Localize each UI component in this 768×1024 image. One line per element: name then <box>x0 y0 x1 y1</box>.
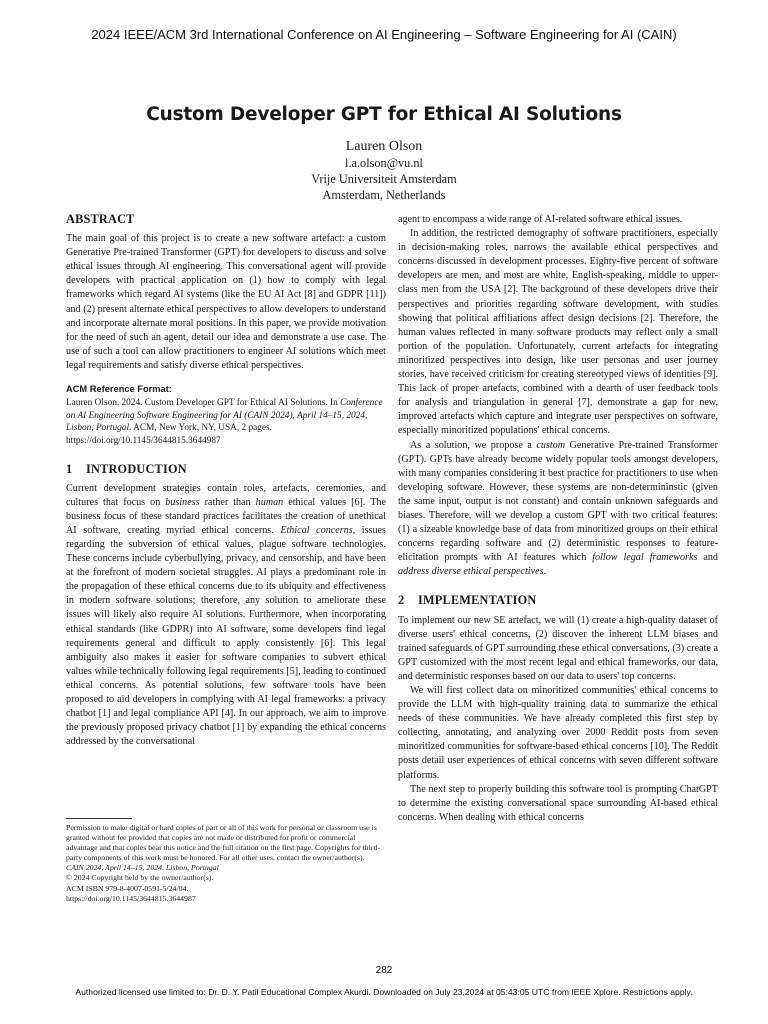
footnote-rule <box>66 818 132 819</box>
intro-paragraph-1: Current development strategies contain roles, artefacts, ceremonies, and cultures that focus on business rather than human ethical values [6]. The business focus of these standard practices facilitates the creation of unethical AI software, creating myriad ethical concerns. Ethical concerns, issues regarding the subversion of ethical values, plague software technologies. These concerns include cyberbullying, privacy, and censorship, and have been at the forefront of modern societal struggles. AI plays a predominant role in the propagation of these ethical concerns due to its ubiquity and effectiveness in modern software solutions; therefore, any solution to ameliorate these issues will likely also require AI solutions. Furthermore, when incorporating ethical standards (like GDPR) into AI software, some developers find legal requirements general and difficult to apply consistently [6]. This legal ambiguity also makes it easier for software companies to subvert ethical values while technically following legal requirements [5], leading to continued ethical concerns. As potential solutions, few software tools have been proposed to aid developers in complying with AI legal frameworks: a privacy chatbot [1] and legal compliance API [4]. In our approach, we aim to improve the previously proposed privacy chatbot [1] by expanding the ethical concerns addressed by the conversational <box>66 482 386 748</box>
footnote-permission: Permission to make digital or hard copies of part or all of this work for personal or classroom use is granted without fee provided that copies are not made or distributed for profit or commercial advantage and that copies bear this notice and the full citation on the first page. Copyrights for third-party components of this work must be honored. For all other uses, contact the owner/author(s). <box>66 823 380 863</box>
intro-heading: 1 INTRODUCTION <box>66 461 187 476</box>
acm-ref-venue: Conference on AI Engineering Software Engineering for AI (CAIN 2024), April 14–15, 2024, Lisbon, Portugal <box>66 398 383 434</box>
author-affiliation: Vrije Universiteit Amsterdam <box>311 172 457 186</box>
implementation-heading: 2 IMPLEMENTATION <box>398 593 537 608</box>
footnote-copyright: © 2024 Copyright held by the owner/author(s). <box>66 873 214 883</box>
acm-ref-heading: ACM Reference Format: <box>66 384 172 395</box>
left-column <box>66 212 386 749</box>
footnote-venue: CAIN 2024, April 14–15, 2024, Lisbon, Portugal <box>66 863 219 873</box>
intro-paragraph-2: In addition, the restricted demography of software practitioners, especially in decision-making roles, narrows the available ethical perspectives and concerns discussed in development processes. Eighty-five percent of software developers are men, and most are white, English-speaking, middle to upper-class men from the USA [2]. The background of these developers drive their perspectives and priorities regarding software development, with studies showing that political affiliations affect design decisions [2]. Therefore, the human values reflected in many software products may reflect only a small portion of the population. Unfortunately, current artefacts for integrating minoritized perspectives into design, like user personas and user journey stories, have received criticism for creating stereotyped views of identities [9]. This lack of proper artefacts, combined with a dearth of user feedback tools for analysis and triangulation in general [7], demonstrate a gap for new, improved artefacts which capture and integrate user perspectives on software, especially minoritized populations' ethical concerns. <box>398 228 718 437</box>
footnote-isbn: ACM ISBN 979-8-4007-0591-5/24/04. <box>66 883 189 893</box>
intro-paragraph-3: As a solution, we propose a custom Generative Pre-trained Transformer (GPT). GPTs have already become widely popular tools amongst developers, with many companies considering it best practice for practitioners to use when developing software. However, these systems are non-determininstic (given the same input, output is not constant) and contain unknown safeguards and biases. Therefore, will we develop a custom GPT with two critical features: (1) a sizeable knowledge base of data from minoritized groups on their ethical concerns regarding software and (2) deterministic responses to feature-elicitation prompts with AI features which follow legal frameworks and address diverse ethical perspectives. <box>398 439 718 578</box>
impl-paragraph-1: To implement our new SE artefact, we will (1) create a high-quality dataset of diverse users' ethical concerns, (2) discover the inherent LLM biases and trained safeguards of GPT surrounding these ethical conversations, (3) create a GPT customized with the most recent legal and ethical frameworks, our data, and deterministic responses based on our data to users' top concerns. <box>398 614 718 682</box>
acm-ref-text: Lauren Olson. 2024. Custom Developer GPT for Ethical AI Solutions. In Conference on AI Engineering Software Engineering for AI (CAIN 2024), April 14–15, 2024, Lisbon, Portugal. ACM, New York, NY, USA, 2 pages. https://doi.org/10.1145/3644815.3644987 <box>66 398 383 446</box>
title-block <box>0 104 768 203</box>
conference-header: 2024 IEEE/ACM 3rd International Conference on AI Engineering – Software Engineering for AI (CAIN) <box>91 27 677 42</box>
impl-paragraph-2: We will first collect data on minoritized communities' ethical concerns to provide the LLM with high-quality training data to summarize the ethical needs of these communities. We have already completed this first step by collecting, annotating, and analyzing over 2000 Reddit posts from seven minoritized communities for software-based ethical concerns [10]. The Reddit posts detail user experiences of ethical concerns with seven different software platforms. <box>398 685 718 781</box>
footnote <box>66 823 386 904</box>
abstract-text: The main goal of this project is to create a new software artefact: a custom Generative Pre-trained Transformer (GPT) for developers to discuss and solve ethical issues through AI engineering. This conversational agent will provide developers with practical application on (1) how to comply with legal frameworks which regard AI systems (like the EU AI Act [8] and GDPR [11]) and (2) present alternate ethical perspectives to allow developers to understand and incorporate alternate moral positions. In this paper, we provide motivation for the need of such an agent, detail our idea and demonstrate a use case. The use of such a tool can allow practitioners to engineer AI solutions which meet legal requirements and satisfy diverse ethical perspectives. <box>66 233 386 371</box>
author-location: Amsterdam, Netherlands <box>322 188 446 202</box>
intro-continued: agent to encompass a wide range of AI-related software ethical issues. <box>398 214 683 225</box>
abstract-heading: ABSTRACT <box>66 212 135 226</box>
author-email: l.a.olson@vu.nl <box>345 156 423 170</box>
right-column <box>398 213 718 825</box>
author-name: Lauren Olson <box>345 139 423 154</box>
footnote-doi[interactable]: https://doi.org/10.1145/3644815.3644987 <box>66 893 196 903</box>
impl-paragraph-3: The next step to properly building this software tool is prompting ChatGPT to determine the existing conversational space surrounding AI-based ethical concerns. When dealing with ethical concerns <box>398 783 718 823</box>
license-notice: Authorized licensed use limited to: Dr. D. Y. Patil Educational Complex Akurdi. Downloaded on July 23,2024 at 05:43:05 UTC from IEEE Xplore. Restrictions apply. <box>75 987 693 997</box>
paper-title: Custom Developer GPT for Ethical AI Solutions <box>146 104 622 125</box>
page-number: 282 <box>375 965 393 976</box>
